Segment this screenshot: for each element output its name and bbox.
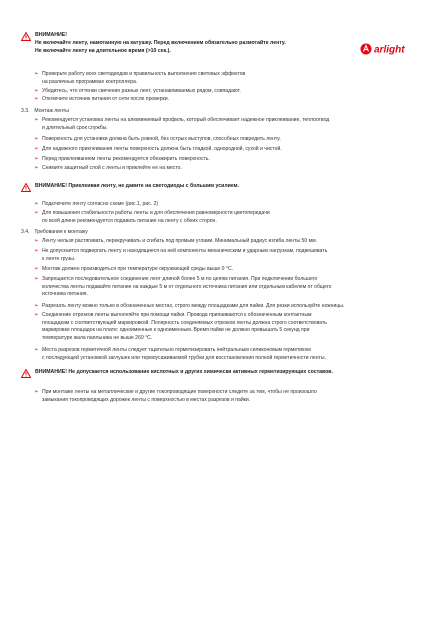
list-item-line: источника питания. [42, 291, 88, 298]
list-item [34, 266, 402, 274]
list-item-line: площадкам с соответствующей маркировкой. Полярность соединяемых отрезков ленты должна строго соответствовать [42, 319, 327, 326]
list-item [34, 276, 402, 299]
bullet-arrow-icon: ➢ [34, 71, 39, 77]
list-item-line: Разрезать ленту можно только в обозначенных местах, строго между площадками для пайки. Для резки используйте ножницы. [42, 303, 345, 309]
list-item-line: на различных программах контроллера. [42, 78, 138, 85]
list-item [34, 312, 402, 342]
warning-line: ВНИМАНИЕ! Не допускается использование кислотных и других химически активных герметизирующих составов. [35, 369, 333, 375]
section-heading-3-3 [21, 108, 69, 116]
list-item [34, 303, 402, 311]
list-item-line: Снимите защитный слой с ленты и приклейте ее на место. [42, 165, 182, 171]
bullet-arrow-icon: ➢ [34, 117, 39, 123]
list-item-line: Отключите источник питания от сети после проверки. [42, 96, 170, 102]
list-item [34, 146, 402, 154]
list-item [34, 389, 402, 404]
list-item-line: Для надежного приклеивания ленты поверхность должна быть гладкой, однородной, сухой и чистой. [42, 146, 282, 152]
list-item [34, 96, 402, 104]
list-item-line: Монтаж должен производиться при температуре окружающей среды выше 0 °С. [42, 266, 234, 272]
list-item-line: Убедитесь, что оттенки свечения разных лент, устанавливаемых рядом, совпадают. [42, 88, 241, 94]
list-item-line: Места разрезов герметичной ленты следует тщательно герметизировать нейтральным силиконовым герметиком [42, 347, 311, 353]
list-item [34, 88, 402, 96]
list-item-line: замыкания токопроводящих дорожек ленты с поверхностью в местах разрезов и пайки. [42, 396, 251, 403]
warning-text-2 [35, 182, 239, 190]
bullet-arrow-icon: ➢ [34, 146, 39, 152]
list-item [34, 248, 402, 263]
list-item-line: Проверьте работу всех светодиодов и правильность выполнения световых эффектов [42, 71, 246, 77]
list-item-line: температуре жала паяльника не выше 260 °С. [42, 334, 153, 341]
bullet-arrow-icon: ➢ [34, 156, 39, 162]
list-item [34, 117, 402, 132]
bullet-arrow-icon: ➢ [34, 210, 39, 216]
bullet-arrow-icon: ➢ [34, 238, 39, 244]
list-item-line: по всей длине рекомендуется подавать питание на ленту с обеих сторон. [42, 217, 217, 224]
list-item [34, 210, 402, 225]
list-item-line: количества ленты подавайте питание на каждые 5 м от отдельного источника питания или отдельным кабелем от общего [42, 283, 332, 290]
list-item-line: маркировке площадок на плате: одноименные к одноименным. Время пайки не должно превышать 5 секунд при [42, 327, 310, 334]
section-heading-3-4 [21, 229, 88, 237]
bullet-arrow-icon: ➢ [34, 201, 39, 207]
bullet-arrow-icon: ➢ [34, 266, 39, 272]
list-item-line: Рекомендуется установка ленты на алюминиевый профиль, который обеспечивает надежное приклеивание, теплоотвод [42, 117, 330, 123]
list-item-line: к ленте грузы. [42, 255, 76, 262]
list-item-line: Запрещается последовательное соединение лент длиной более 5 м по цепям питания. При подключении большего [42, 276, 318, 282]
warning-line: ВНИМАНИЕ! Приклеивая ленту, не давите на светодиоды с большим усилием. [35, 183, 239, 189]
bullet-arrow-icon: ➢ [34, 96, 39, 102]
warning-triangle-icon [21, 369, 31, 378]
warning-triangle-icon [21, 32, 31, 41]
list-item [34, 71, 402, 86]
bullet-arrow-icon: ➢ [34, 136, 39, 142]
warning-line: Не включайте ленту на длительное время (>10 сек.). [35, 48, 171, 54]
warning-block-1 [21, 31, 286, 55]
list-item [34, 136, 402, 144]
bullet-arrow-icon: ➢ [34, 303, 39, 309]
bullet-arrow-icon: ➢ [34, 165, 39, 171]
list-item-line: Перед приклеиванием ленты рекомендуется обезжирить поверхность. [42, 156, 210, 162]
logo-text: arlight [374, 44, 405, 56]
bullet-arrow-icon: ➢ [34, 248, 39, 254]
section-title: Требования к монтажу [34, 229, 88, 235]
bullet-arrow-icon: ➢ [34, 276, 39, 282]
list-item-line: Поверхность для установки должна быть ровной, без острых выступов, способных повредить ленту. [42, 136, 281, 142]
warning-block-3 [21, 368, 333, 378]
bullet-arrow-icon: ➢ [34, 312, 39, 318]
list-item [34, 156, 402, 164]
bullet-arrow-icon: ➢ [34, 88, 39, 94]
section-title: Монтаж ленты [34, 108, 69, 114]
arlight-logo [360, 42, 430, 56]
section-number: 3.4. [21, 229, 30, 235]
list-item [34, 347, 402, 362]
list-item-line: и длительный срок службы. [42, 124, 108, 131]
list-item-line: Соединение отрезков ленты выполняйте при помощи пайки. Провода припаиваются к обозначенным контактным [42, 312, 312, 318]
list-item-line: Подключите ленту согласно схеме (рис.1, рис. 2) [42, 201, 159, 207]
warning-line: Не включайте ленту, намотанную на катушку. Перед включением обязательно размотайте ленту. [35, 40, 286, 46]
warning-text-3 [35, 368, 333, 376]
bullet-arrow-icon: ➢ [34, 389, 39, 395]
warning-triangle-icon [21, 183, 31, 192]
list-item-line: Ленту нельзя растягивать, перекручивать и сгибать под прямым углами. Минимальный радиус изгиба ленты 50 мм. [42, 238, 318, 244]
warning-text-1 [35, 31, 286, 55]
warning-block-2 [21, 182, 239, 192]
warning-line: ВНИМАНИЕ! [35, 32, 67, 38]
list-item-line: Для повышения стабильности работы ленты и для обеспечения равномерности цветопередачи [42, 210, 270, 216]
list-item [34, 201, 402, 209]
bullet-arrow-icon: ➢ [34, 347, 39, 353]
list-item [34, 238, 402, 246]
list-item-line: Не допускается подвергать ленту и находящиеся на ней компоненты механическим и ударным нагрузкам, подвешивать [42, 248, 328, 254]
list-item [34, 165, 402, 173]
section-number: 3.3. [21, 108, 30, 114]
list-item-line: с последующей установкой заглушек или термоусаживаемой трубки для восстановления полной герметичности ленты. [42, 354, 326, 361]
list-item-line: При монтаже ленты на металлические и другие токопроводящие поверхности следите за тем, чтобы не произошло [42, 389, 317, 395]
